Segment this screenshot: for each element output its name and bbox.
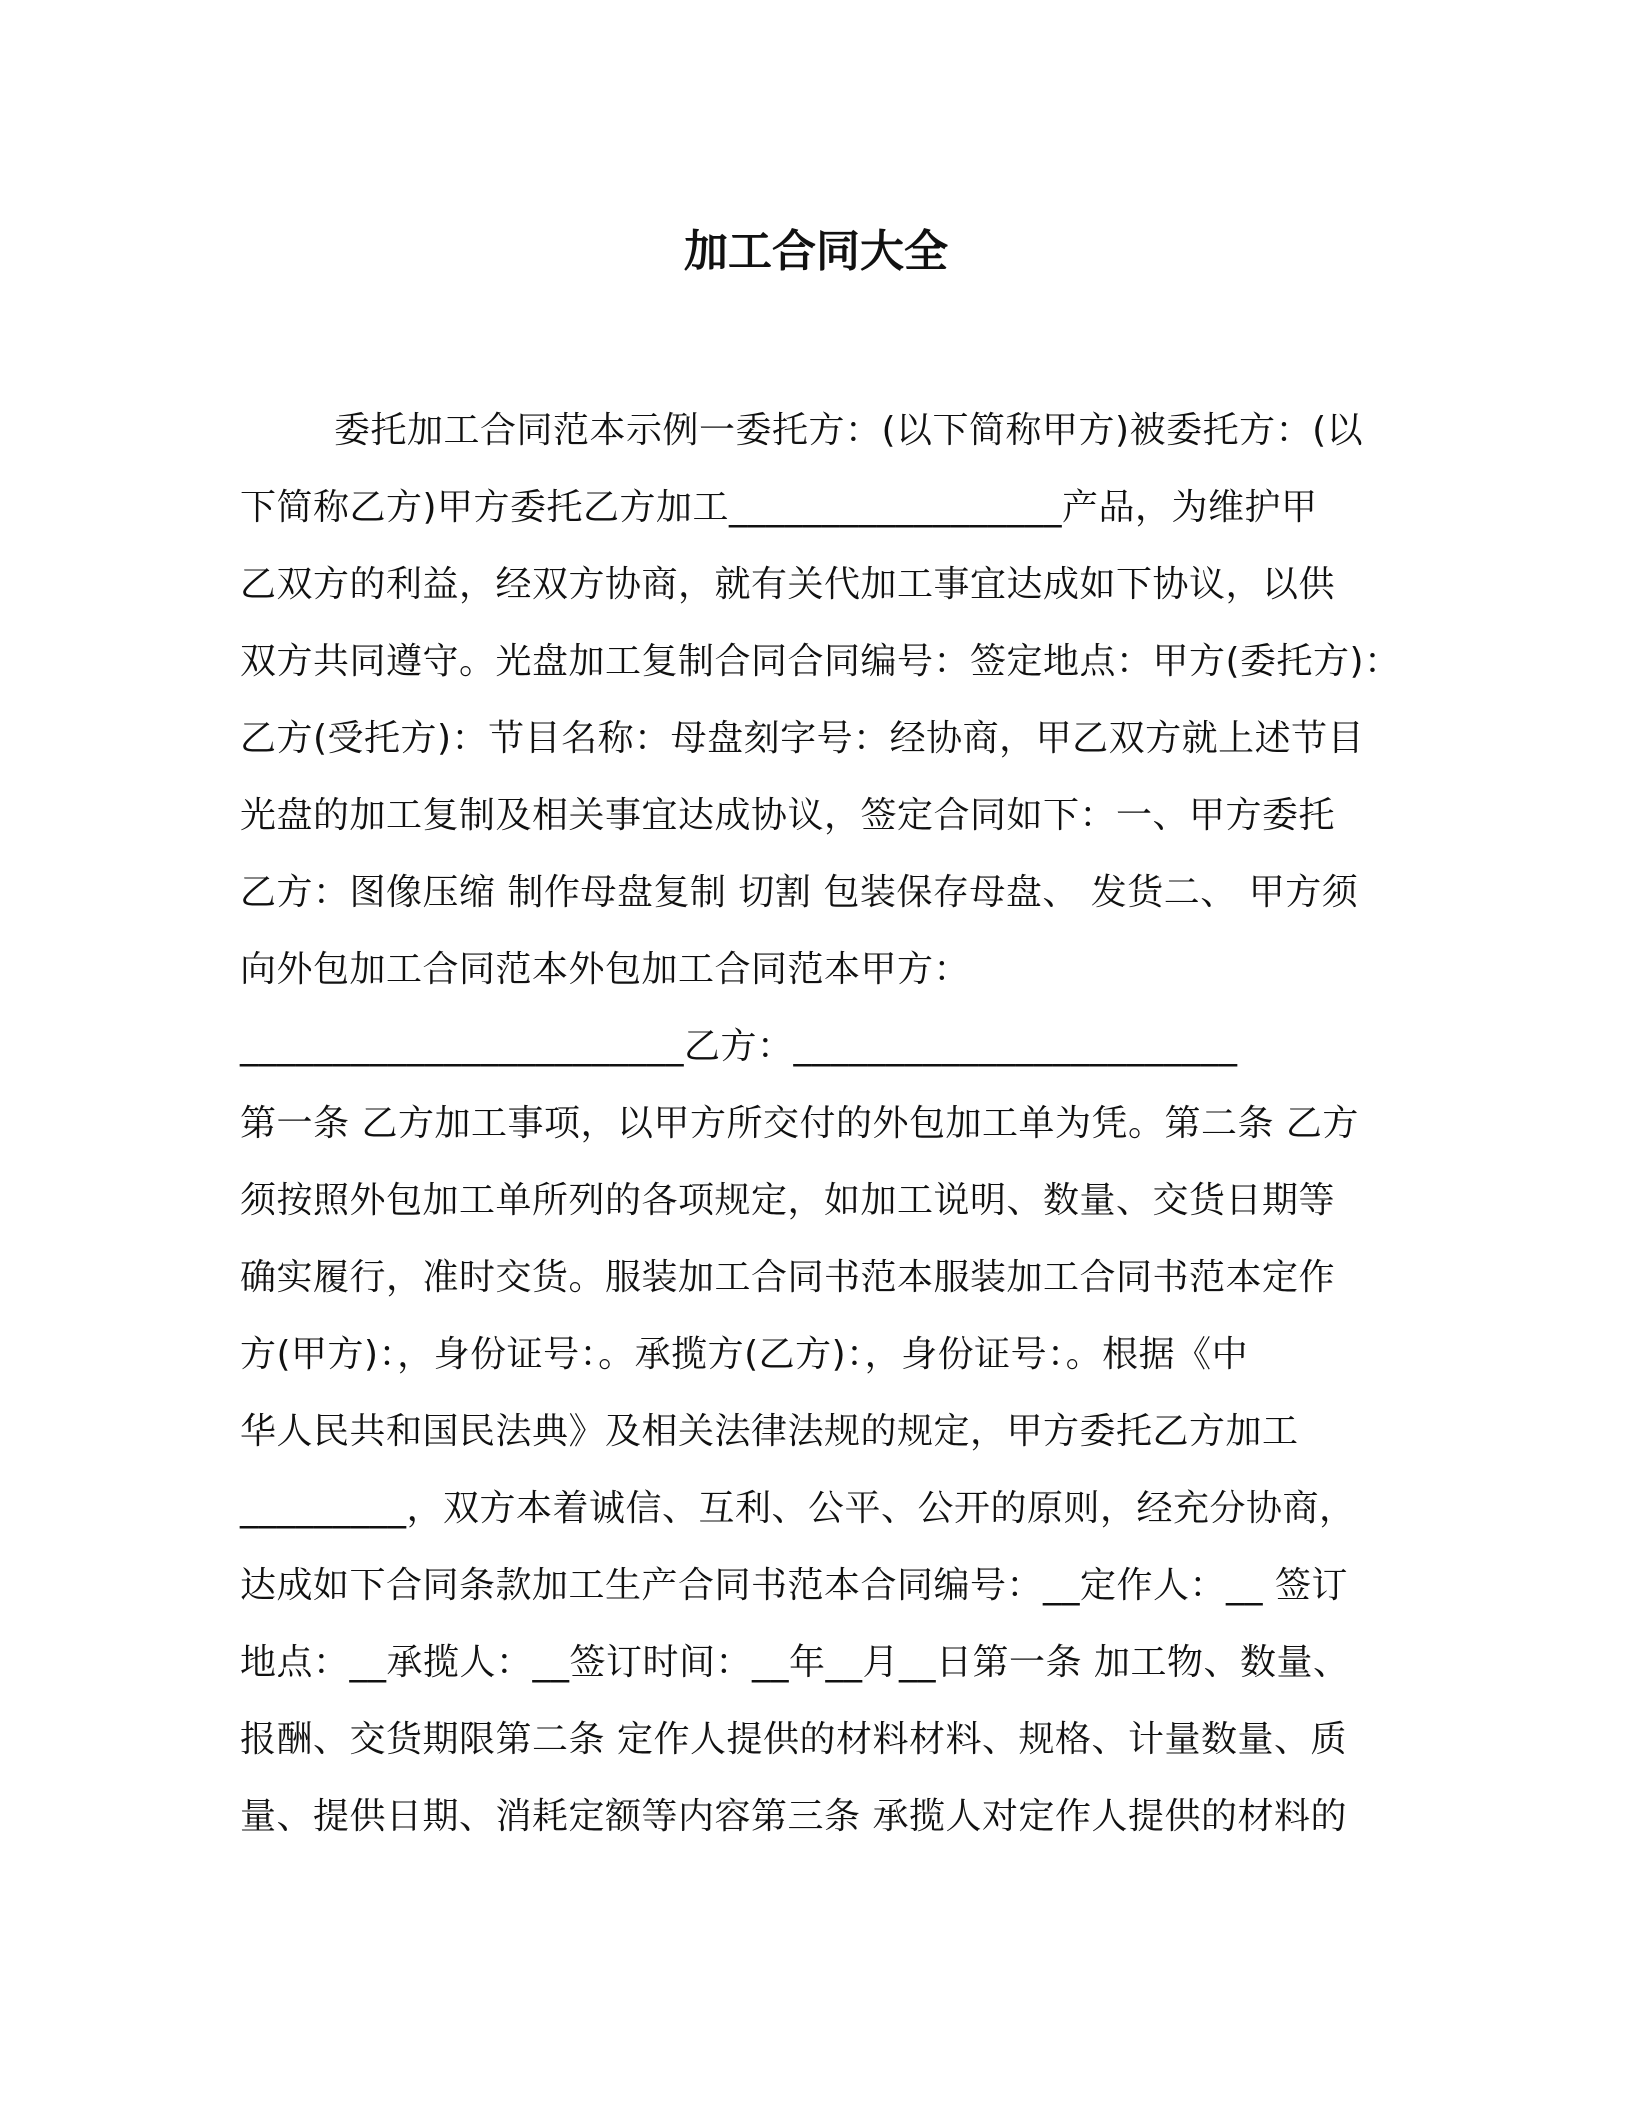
document-title: 加工合同大全 [684, 226, 948, 277]
body-line: 方(甲方)：，身份证号：。承揽方(乙方)：，身份证号：。根据《中 [240, 1334, 1249, 1375]
body-line: 确实履行，准时交货。服装加工合同书范本服装加工合同书范本定作 [240, 1257, 1336, 1298]
body-line: 乙方：图像压缩 制作母盘复制 切割 包装保存母盘、 发货二、 甲方须 [240, 872, 1359, 913]
body-line: 委托加工合同范本示例一委托方：(以下简称甲方)被委托方：(以 [334, 410, 1364, 451]
body-line: 地点：__承揽人：__签订时间：__年__月__日第一条 加工物、数量、 [240, 1642, 1350, 1683]
body-line: 双方共同遵守。光盘加工复制合同合同编号：签定地点：甲方(委托方)： [240, 641, 1401, 682]
body-line: 达成如下合同条款加工生产合同书范本合同编号：__定作人：__ 签订 [240, 1565, 1348, 1606]
body-line: 第一条 乙方加工事项，以甲方所交付的外包加工单为凭。第二条 乙方 [240, 1103, 1359, 1144]
body-line: _________，双方本着诚信、互利、公平、公开的原则，经充分协商， [240, 1488, 1356, 1529]
body-line: 向外包加工合同范本外包加工合同范本甲方： [240, 949, 971, 990]
body-line: 乙方(受托方)：节目名称：母盘刻字号：经协商，甲乙双方就上述节目 [240, 718, 1365, 759]
body-line: ________________________乙方：________________________ [240, 1026, 1238, 1067]
body-line: 须按照外包加工单所列的各项规定，如加工说明、数量、交货日期等 [240, 1180, 1336, 1221]
body-line: 报酬、交货期限第二条 定作人提供的材料材料、规格、计量数量、质 [240, 1719, 1347, 1760]
body-line: 乙双方的利益，经双方协商，就有关代加工事宜达成如下协议，以供 [240, 564, 1336, 605]
body-line: 华人民共和国民法典》及相关法律法规的规定，甲方委托乙方加工 [240, 1411, 1299, 1452]
document-body [240, 392, 1420, 1855]
body-line: 光盘的加工复制及相关事宜达成协议，签定合同如下：一、甲方委托 [240, 795, 1336, 836]
body-line: 量、提供日期、消耗定额等内容第三条 承揽人对定作人提供的材料的 [240, 1796, 1347, 1837]
body-line: 下简称乙方)甲方委托乙方加工__________________产品，为维护甲 [240, 487, 1318, 528]
